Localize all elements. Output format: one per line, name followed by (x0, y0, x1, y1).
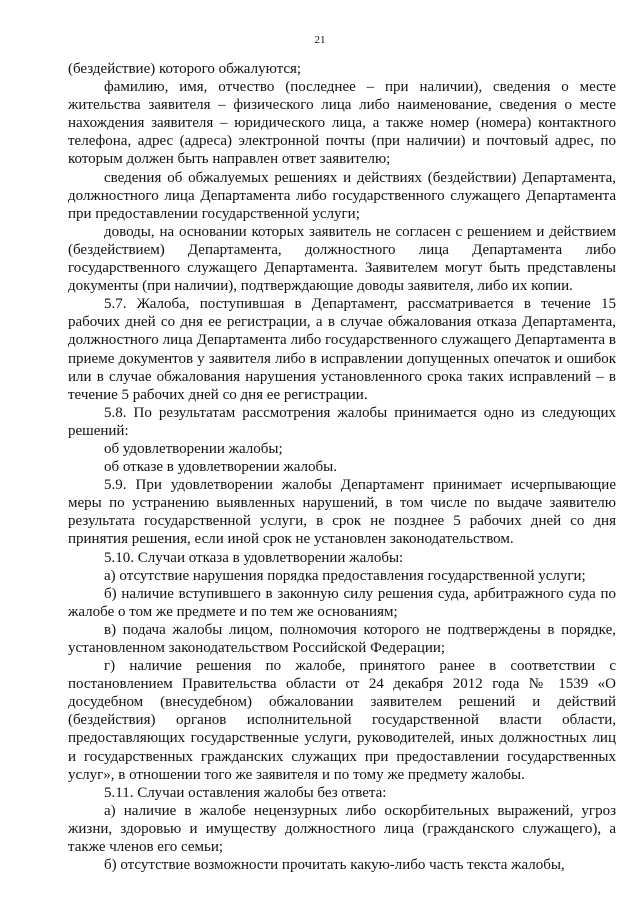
paragraph: б) наличие вступившего в законную силу решения суда, арбитражного суда по жалобе о том же предмете и по тем же основаниям; (68, 585, 616, 620)
paragraph: а) отсутствие нарушения порядка предоставления государственной услуги; (104, 567, 586, 584)
document-body (68, 60, 616, 874)
page-number: 21 (314, 34, 326, 46)
paragraph: 5.9. При удовлетворении жалобы Департамент принимает исчерпывающие меры по устранению выявленных нарушений, в том числе по выдаче заявителю результата государственной услуги, в срок не позднее 5 рабочих дней со дня принятия решения, если иной срок не установлен законодательством. (68, 477, 616, 548)
paragraph: доводы, на основании которых заявитель не согласен с решением и действием (бездействием) Департамента, должностного лица Департамента либо государственного служащего Департамента. Заявителем могут быть представлены документы (при наличии), подтверждающие доводы заявителя, либо их копии. (68, 223, 616, 295)
paragraph: б) отсутствие возможности прочитать какую-либо часть текста жалобы, (104, 857, 565, 874)
paragraph: 5.11. Случаи оставления жалобы без ответа: (104, 784, 387, 801)
paragraph: об отказе в удовлетворении жалобы. (104, 459, 337, 476)
paragraph: 5.8. По результатам рассмотрения жалобы принимается одно из следующих решений: (68, 404, 616, 439)
paragraph: 5.7. Жалоба, поступившая в Департамент, рассматривается в течение 15 рабочих дней со дня ее регистрации, а в случае обжалования отказа Департамента, должностного лица Департамента либо государственного служащего Департамента в приеме документов у заявителя либо в исправлении допущенных опечаток и ошибок или в случае обжалования нарушения установленного срока таких исправлений – в течение 5 рабочих дней со дня ее регистрации. (68, 296, 616, 403)
paragraph: сведения об обжалуемых решениях и действиях (бездействии) Департамента, должностного лица Департамента либо государственного служащего Департамента при предоставлении государственной услуги; (68, 169, 616, 222)
paragraph: фамилию, имя, отчество (последнее – при наличии), сведения о месте жительства заявителя – физического лица либо наименование, сведения о месте нахождения заявителя – юридического лица, а также номер (номера) контактного телефона, адрес (адреса) электронной почты (при наличии) и почтовый адрес, по которым должен быть направлен ответ заявителю; (68, 79, 616, 168)
paragraph: об удовлетворении жалобы; (104, 440, 283, 457)
paragraph: в) подача жалобы лицом, полномочия которого не подтверждены в порядке, установленном законодательством Российской Федерации; (68, 621, 616, 656)
paragraph: 5.10. Случаи отказа в удовлетворении жалобы: (104, 549, 404, 566)
paragraph: (бездействие) которого обжалуются; (68, 61, 302, 77)
paragraph: а) наличие в жалобе нецензурных либо оскорбительных выражений, угроз жизни, здоровью и имуществу должностного лица (гражданского служащего), а также членов его семьи; (68, 802, 616, 856)
paragraph: г) наличие решения по жалобе, принятого ранее в соответствии с постановлением Правительства области от 24 декабря 2012 года № 1539 «О досудебном (внесудебном) обжаловании заявителем решений и действий (бездействия) органов исполнительной государственной власти области, предоставляющих государственные услуги, руководителей, иных должностных лиц и государственных гражданских служащих при предоставлении государственных услуг», в отношении того же заявителя и по тому же предмету жалобы. (68, 658, 616, 783)
